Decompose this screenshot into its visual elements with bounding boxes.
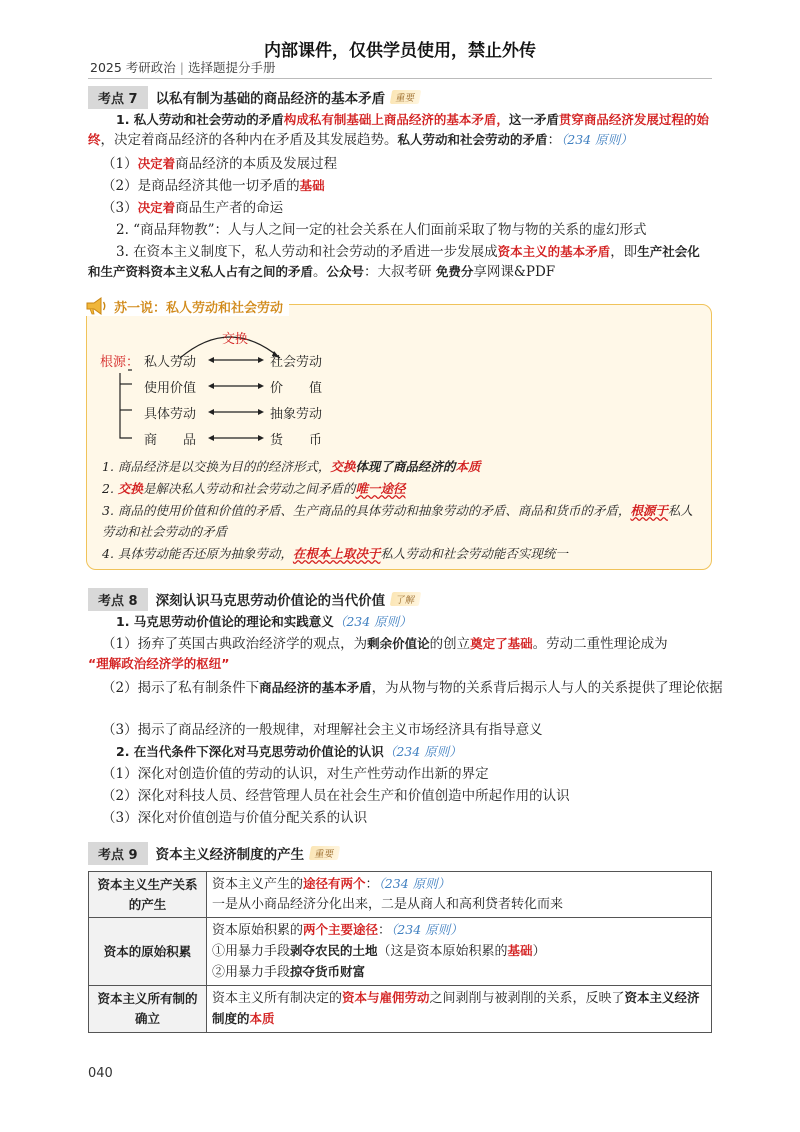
book-title: 2025 考研政治 bbox=[90, 60, 176, 75]
paragraph-1: 1. 私人劳动和社会劳动的矛盾构成私有制基础上商品经济的基本矛盾，这一矛盾贯穿商品经济发展过程的始终，决定着商品经济的各种内在矛盾及其发展趋势。私人劳动和社会劳动的矛盾：（234 原则） bbox=[88, 112, 709, 148]
list-item: （1）深化对创造价值的劳动的认识，对生产性劳动作出新的界定 bbox=[102, 766, 489, 782]
table-row bbox=[89, 986, 712, 1033]
callout-note: 3. 商品的使用价值和价值的矛盾、生产商品的具体劳动和抽象劳动的矛盾、商品和货币的矛盾，根源于私人劳动和社会劳动的矛盾 bbox=[102, 503, 693, 539]
list-item: （1）扬弃了英国古典政治经济学的观点，为剩余价值论的创立奠定了基础。劳动二重性理论成为 “理解政治经济学的枢纽” bbox=[88, 636, 668, 671]
section-tag: 考点 8 bbox=[88, 588, 148, 611]
paragraph-2: 2. “商品拜物教”：人与人之间一定的社会关系在人们面前采取了物与物的关系的虚幻形式 bbox=[116, 222, 647, 238]
callout-note: 2. 交换是解决私人劳动和社会劳动之间矛盾的唯一途径 bbox=[102, 481, 406, 496]
header-divider bbox=[88, 78, 712, 79]
list-item: （3）决定着商品生产者的命运 bbox=[102, 200, 284, 216]
list-item: （3）深化对价值创造与价值分配关系的认识 bbox=[102, 810, 368, 826]
row-header: 资本主义所有制的确立 bbox=[89, 986, 207, 1033]
callout-title: 苏一说：私人劳动和社会劳动 bbox=[114, 300, 284, 316]
section-title: 以私有制为基础的商品经济的基本矛盾 bbox=[155, 91, 386, 107]
diagram-right: 货 币 bbox=[270, 433, 323, 448]
list-item: （2）是商品经济其他一切矛盾的基础 bbox=[102, 178, 325, 194]
diagram-right: 价 值 bbox=[270, 381, 323, 396]
section-heading-kp9 bbox=[88, 842, 339, 864]
exchange-label: 交换 bbox=[222, 332, 249, 347]
running-header bbox=[90, 58, 276, 76]
importance-badge: 重要 bbox=[390, 90, 421, 104]
row-content: 资本主义所有制决定的资本与雇佣劳动之间剥削与被剥削的关系，反映了资本主义经济制度的本质 bbox=[207, 986, 712, 1033]
callout-header bbox=[84, 296, 289, 316]
paragraph-3: 3. 在资本主义制度下，私人劳动和社会劳动的矛盾进一步发展成资本主义的基本矛盾，即生产社会化和生产资料资本主义私人占有之间的矛盾。公众号：大叔考研 免费分享网课&PDF bbox=[88, 244, 700, 280]
list-item: （3）揭示了商品经济的一般规律，对理解社会主义市场经济具有指导意义 bbox=[102, 722, 543, 738]
diagram-right: 社会劳动 bbox=[270, 355, 323, 370]
section-heading-kp7 bbox=[88, 86, 420, 108]
callout-note: 4. 具体劳动能否还原为抽象劳动，在根本上取决于私人劳动和社会劳动能否实现统一 bbox=[102, 546, 568, 561]
table-row bbox=[89, 872, 712, 918]
page-number: 040 bbox=[88, 1066, 113, 1081]
importance-badge: 了解 bbox=[390, 592, 421, 606]
callout-note: 1. 商品经济是以交换为目的的经济形式，交换体现了商品经济的本质 bbox=[102, 459, 481, 474]
diagram-left: 具体劳动 bbox=[144, 407, 197, 422]
list-item: （2）深化对科技人员、经营管理人员在社会生产和价值创造中所起作用的认识 bbox=[102, 788, 570, 804]
section-title: 深刻认识马克思劳动价值论的当代价值 bbox=[155, 593, 386, 609]
section-tag: 考点 9 bbox=[88, 842, 148, 865]
importance-badge: 重要 bbox=[309, 846, 340, 860]
section-title: 资本主义经济制度的产生 bbox=[155, 847, 305, 863]
section-tag: 考点 7 bbox=[88, 86, 148, 109]
section-heading-kp8 bbox=[88, 588, 420, 610]
diagram-left: 使用价值 bbox=[144, 381, 197, 396]
list-item: （1）决定着商品经济的本质及发展过程 bbox=[102, 156, 338, 172]
list-item: （2）揭示了私有制条件下商品经济的基本矛盾，为从物与物的关系背后揭示人与人的关系提供了理论依据 bbox=[102, 680, 723, 696]
diagram-left: 商 品 bbox=[144, 433, 197, 448]
book-subtitle: 选择题提分手册 bbox=[188, 60, 276, 75]
table-row bbox=[89, 918, 712, 986]
row-header: 资本的原始积累 bbox=[89, 918, 207, 986]
row-content: 资本主义产生的途径有两个：（234 原则） 一是从小商品经济分化出来，二是从商人和高利贷者转化而来 bbox=[207, 872, 712, 918]
header-separator: | bbox=[179, 60, 185, 75]
diagram-left: 私人劳动 bbox=[144, 355, 197, 370]
summary-table bbox=[88, 871, 712, 1033]
row-header: 资本主义生产关系的产生 bbox=[89, 872, 207, 918]
subheading: 2. 在当代条件下深化对马克思劳动价值论的认识（234 原则） bbox=[116, 744, 462, 759]
subheading: 1. 马克思劳动价值论的理论和实践意义（234 原则） bbox=[116, 614, 412, 629]
diagram-right: 抽象劳动 bbox=[270, 407, 323, 422]
megaphone-icon bbox=[84, 296, 108, 316]
row-content: 资本原始积累的两个主要途径：（234 原则） ①用暴力手段剥夺农民的土地（这是资本原始积累的基础） ②用暴力手段掠夺货币财富 bbox=[207, 918, 712, 986]
root-label: 根源： bbox=[100, 355, 140, 370]
page-notice: 内部课件，仅供学员使用，禁止外传 bbox=[264, 41, 536, 61]
